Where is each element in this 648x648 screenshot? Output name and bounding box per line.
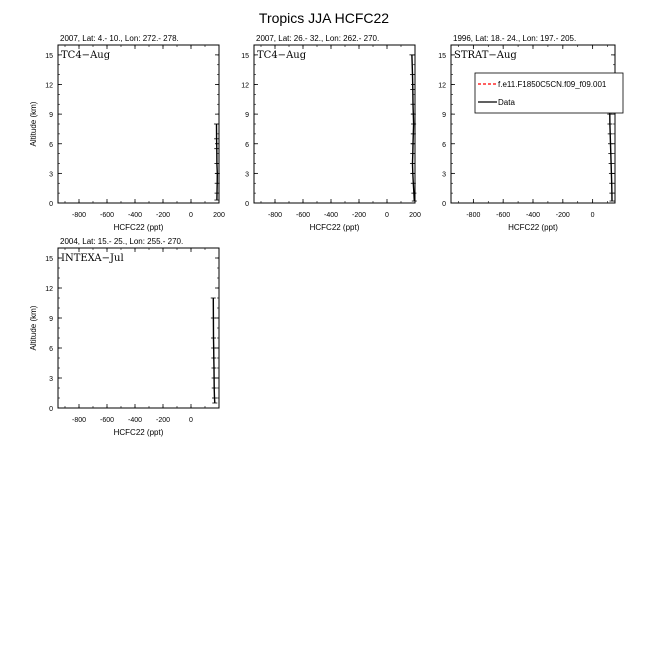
x-tick-label: 200 — [409, 212, 421, 219]
x-tick-label: -400 — [127, 212, 143, 219]
plot-frame — [451, 45, 615, 203]
x-tick-label: 0 — [385, 212, 389, 219]
y-tick-label: 9 — [49, 316, 53, 323]
plot-frame — [58, 248, 219, 408]
x-tick-label: -600 — [99, 417, 115, 424]
plot-frame — [58, 45, 219, 203]
x-tick-label: -800 — [267, 212, 283, 219]
y-tick-label: 3 — [49, 171, 53, 179]
y-tick-label: 0 — [49, 406, 53, 413]
y-tick-label: 6 — [245, 141, 249, 149]
campaign-label: STRAT−Aug — [454, 50, 517, 61]
x-tick-label: -800 — [466, 212, 481, 219]
x-tick-label: -800 — [71, 212, 87, 219]
x-tick-label: -200 — [351, 212, 367, 219]
x-tick-label: -800 — [71, 417, 87, 424]
x-axis-label: HCFC22 (ppt) — [113, 223, 164, 232]
y-tick-label: 12 — [45, 82, 53, 90]
y-tick-label: 15 — [45, 256, 53, 263]
chart-panel-2 — [241, 34, 421, 232]
x-axis-label: HCFC22 (ppt) — [508, 223, 558, 232]
x-tick-label: -400 — [525, 212, 541, 219]
y-tick-label: 9 — [245, 112, 249, 120]
series-line-1 — [217, 124, 218, 200]
x-tick-label: 200 — [213, 212, 225, 219]
legend-entry: f.e11.F1850C5CN.f09_f09.001 — [498, 80, 607, 89]
x-tick-label: -400 — [127, 417, 143, 424]
plot-frame — [254, 45, 415, 203]
chart-panel-1 — [29, 34, 225, 232]
series-line-1 — [412, 55, 414, 201]
y-tick-label: 15 — [45, 52, 53, 60]
y-tick-label: 12 — [241, 82, 249, 90]
legend — [475, 73, 623, 113]
y-tick-label: 6 — [49, 346, 53, 353]
y-axis-label: Altitude (km) — [29, 101, 38, 147]
y-tick-label: 3 — [245, 171, 249, 179]
x-tick-label: -600 — [496, 212, 511, 219]
campaign-label: TC4−Aug — [61, 50, 111, 61]
y-tick-label: 12 — [45, 286, 53, 293]
legend-box — [475, 73, 623, 113]
y-tick-label: 3 — [442, 171, 446, 179]
series-line-1 — [213, 298, 215, 403]
x-tick-label: 0 — [590, 212, 595, 219]
x-tick-label: -200 — [155, 212, 171, 219]
x-axis-label: HCFC22 (ppt) — [113, 428, 164, 437]
x-axis-label: HCFC22 (ppt) — [309, 223, 360, 232]
x-tick-label: -200 — [555, 212, 570, 219]
panel-header: 1996, Lat: 18.- 24., Lon: 197.- 205. — [453, 34, 577, 43]
x-tick-label: 0 — [189, 212, 193, 219]
y-tick-label: 6 — [442, 141, 446, 149]
y-tick-label: 9 — [442, 112, 446, 120]
y-axis-label: Altitude (km) — [29, 305, 38, 351]
y-tick-label: 0 — [245, 201, 249, 208]
x-tick-label: -200 — [155, 417, 171, 424]
campaign-label: INTEXA−Jul — [61, 253, 124, 264]
chart-panel-4 — [29, 237, 219, 437]
y-tick-label: 15 — [241, 52, 249, 60]
y-tick-label: 0 — [49, 201, 53, 208]
y-tick-label: 9 — [49, 112, 53, 120]
figure-title: Tropics JJA HCFC22 — [258, 10, 390, 26]
y-tick-label: 12 — [438, 82, 446, 90]
y-tick-label: 6 — [49, 141, 53, 149]
x-tick-label: -600 — [99, 212, 115, 219]
panel-header: 2007, Lat: 26.- 32., Lon: 262.- 270. — [256, 34, 380, 43]
panel-header: 2007, Lat: 4.- 10., Lon: 272.- 278. — [60, 34, 179, 43]
x-tick-label: -600 — [295, 212, 311, 219]
campaign-label: TC4−Aug — [257, 50, 307, 61]
chart-panel-3 — [438, 34, 623, 232]
panel-header: 2004, Lat: 15.- 25., Lon: 255.- 270. — [60, 237, 184, 246]
y-tick-label: 3 — [49, 376, 53, 383]
legend-entry: Data — [498, 98, 515, 107]
x-tick-label: -400 — [323, 212, 339, 219]
y-tick-label: 15 — [438, 52, 446, 60]
x-tick-label: 0 — [189, 417, 193, 424]
y-tick-label: 0 — [442, 201, 446, 208]
